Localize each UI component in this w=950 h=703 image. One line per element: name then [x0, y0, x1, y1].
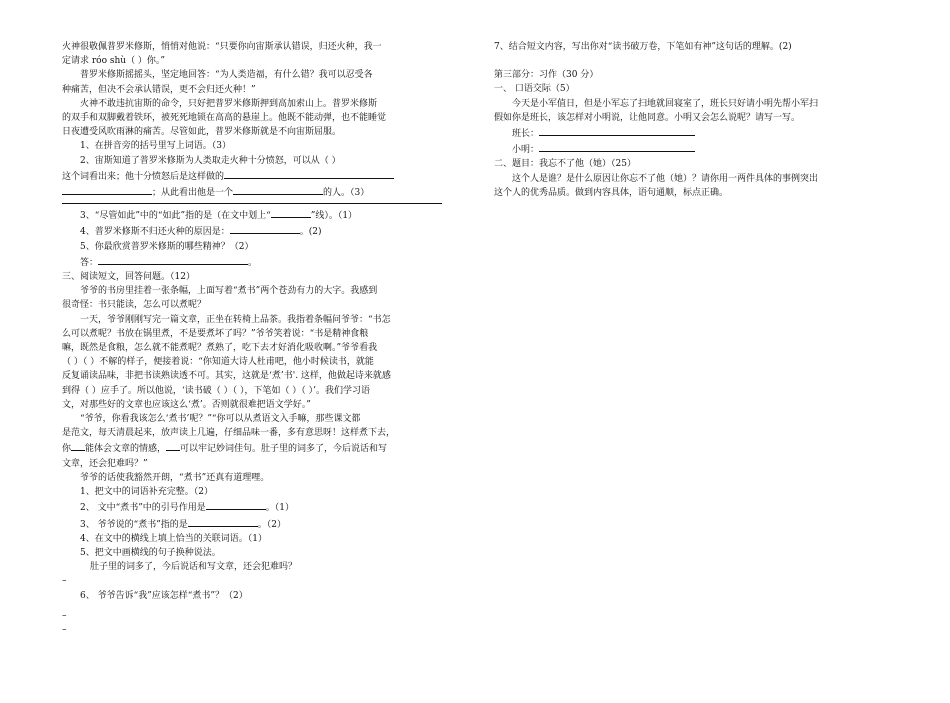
question-1: 1、在拼音旁的括号里写上词语。（3） [80, 141, 231, 152]
divider-line [62, 202, 442, 204]
reading-line: 么可以煮呢？书放在锅里煮，不是要煮坏了吗？”爷爷笑着说：“书是精神食粮 [62, 328, 369, 339]
monitor-answer: 班长： [494, 125, 844, 141]
xiaoming-answer: 小明： [494, 141, 844, 157]
reading-line: 是范文，每天清晨起来，放声读上几遍，仔细品味一番，多有意思呀！这样煮下去， [62, 428, 396, 439]
reading-line: 嘛，既然是食粮，怎么就不能煮呢？煮熟了，吃下去才好消化吸收啊。”爷爷看我 [62, 343, 378, 354]
right-column [494, 40, 844, 200]
passage-line: 的双手和双脚戴着铁环，被死死地锁在高高的悬崖上。他既不能动弹，也不能睡觉 [62, 113, 387, 124]
reading-line: （ ）（ ）不解的样子，便接着说：“你知道大诗人杜甫吧，他小时候读书，就能 [62, 357, 374, 368]
passage-line: 定请求 róo shù（ ）你。” [62, 56, 166, 67]
question-5-answer: 答： 。 [62, 254, 442, 270]
passage-line: 普罗米修斯摇摇头，坚定地回答：“为人类造福，有什么错？我可以忍受各 [80, 70, 373, 81]
oral-communication-heading: 一、 口语交际（5） [494, 84, 575, 95]
answer-blank[interactable] [224, 168, 394, 179]
prompt-line: 今天是小军值日，但是小军忘了扫地就回寝室了，班长只好请小明先帮小军扫 [512, 98, 819, 109]
reading-question-6: 6、 爷爷告诉“我”应该怎样“煮书”？（2） [80, 590, 248, 601]
question-4: 4、普罗米修斯不归还火种的原因是： 。(2) [62, 223, 442, 239]
question-5: 5、你最欣赏普罗米修斯的哪些精神？（2） [80, 241, 254, 252]
question-3: 3、“尽管如此”中的“如此”指的是（在文中划上“ ”线）。（1） [62, 207, 442, 223]
reading-question-3: 3、 爷爷说的“煮书”指的是 。（2） [62, 516, 442, 532]
reading-question-5: 5、把文中画横线的句子换种说法。 [80, 547, 221, 558]
composition-title: 二、题目：我忘不了他（她）（25） [494, 159, 636, 170]
prompt-line: 这个人的优秀品质。做到内容具体，语句通顺，标点正确。 [494, 187, 729, 198]
answer-blank[interactable] [188, 516, 258, 527]
answer-blank[interactable] [539, 125, 695, 136]
reading-line: 很奇怪：书只能读，怎么可以煮呢？ [62, 300, 207, 311]
reading-line: 文，对那些好的文章也应该这么‘煮’。否则就很难把语文学好。” [62, 399, 311, 410]
prompt-line: 假如你是班长，该怎样对小明说，让他同意。小明又会怎么说呢？请写一写。 [494, 112, 801, 123]
reading-line: 到得（ ）应手了。所以他说，‘读书破（ ）（ ），下笔如（ ）（ ）’。我们学习语 [62, 385, 371, 396]
answer-blank[interactable] [206, 499, 266, 510]
passage-line: 火神不敢违抗宙斯的命令，只好把普罗米修斯押到高加索山上。普罗米修斯 [80, 98, 378, 109]
reading-line: 爷爷的书房里挂着一张条幅，上面写着“煮书”两个苍劲有力的大字。我感到 [80, 286, 378, 297]
passage-line: 种痛苦，但决不会承认错误，更不会归还火种！” [62, 84, 256, 95]
reading-line: 爷爷的话使我豁然开朗，“煮书”还真有道理哩。 [80, 472, 270, 483]
reading-line: 反复诵读品味，非把书读熟读透不可。其实，这就是‘煮’书'. 这样，他做起诗来就感 [62, 371, 391, 382]
prompt-line: 这个人是谁？是什么原因让你忘不了他（她）？请你用一两件具体的事例突出 [512, 173, 819, 184]
answer-blank[interactable] [166, 440, 180, 451]
reading-question-1: 1、把文中的词语补充完整。（2） [80, 487, 213, 498]
left-column [62, 40, 442, 637]
reading-question-4: 4、在文中的横线上填上恰当的关联词语。（1） [80, 533, 267, 544]
reading-line: 你 能体会文章的情感， 可以牢记妙词佳句。肚子里的词多了，今后说话和写 [62, 440, 442, 456]
answer-blank[interactable] [62, 184, 152, 195]
question-7: 7、结合短文内容，写出你对“读书破万卷，下笔如有神”这句话的理解。(2) [494, 42, 792, 52]
answer-blank[interactable] [230, 223, 300, 234]
answer-blank[interactable] [98, 254, 248, 265]
passage-line: 日夜遭受风吹雨淋的痛苦。尽管如此，普罗米修斯就是不向宙斯屈服。 [62, 127, 342, 138]
answer-dash: – [62, 576, 67, 587]
answer-blank[interactable] [539, 141, 695, 152]
section-3-heading: 三、阅读短文，回答问题。（12） [62, 272, 195, 283]
reading-line: 一天，爷爷刚刚写完一篇文章，正坐在转椅上品茶。我指着条幅问爷爷：“书怎 [80, 314, 391, 325]
reading-line: 文章，还会犯难吗？” [62, 458, 148, 469]
question-2: 2、宙斯知道了普罗米修斯为人类取走火种十分愤怒，可以从（ ） [80, 155, 341, 166]
reading-question-5-sentence: 肚子里的词多了，今后说话和写文章，还会犯难吗？ [90, 562, 298, 573]
answer-blank[interactable] [233, 184, 323, 195]
reading-line: “爷爷，你看我该怎么‘煮书’呢？”“你可以从煮语文入手嘛，那些课文都 [80, 414, 361, 425]
answer-dash: – [62, 624, 67, 635]
answer-blank[interactable] [71, 440, 85, 451]
question-2-line2: 这个词看出来；他十分愤怒后是这样做的 [62, 168, 442, 184]
question-2-line3: ；从此看出他是一个 的人。（3） [62, 184, 442, 200]
answer-blank[interactable] [271, 207, 311, 218]
passage-line: 火神很敬佩普罗米修斯，悄悄对他说：“只要你向宙斯承认错误，归还火种，我一 [62, 42, 382, 52]
reading-question-2: 2、 文中“煮书”中的引号作用是 。（1） [62, 499, 442, 515]
part-3-heading: 第三部分：习作（30 分） [494, 70, 599, 81]
answer-dash: – [62, 610, 67, 621]
